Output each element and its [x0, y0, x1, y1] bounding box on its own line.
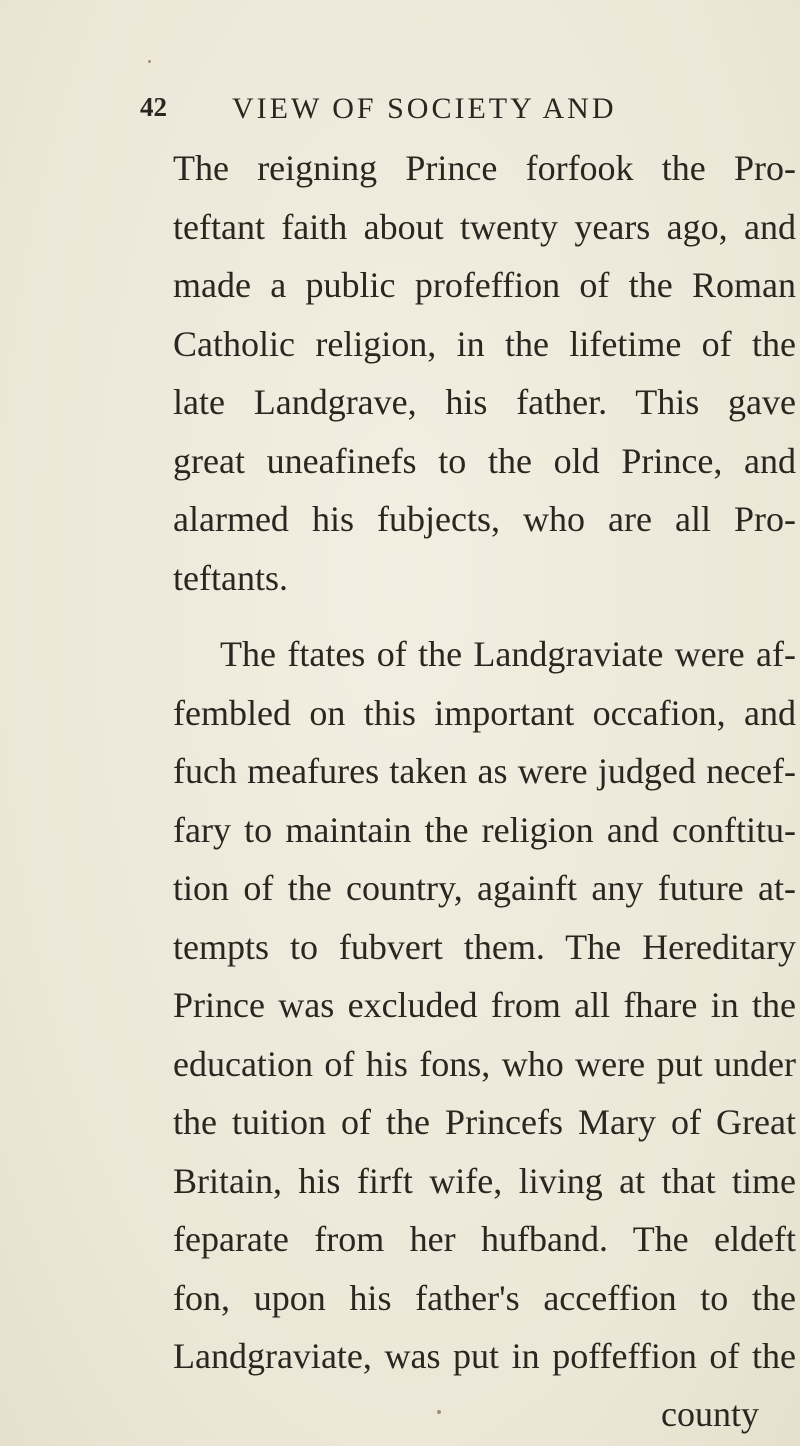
text-line: Britain, his firft wife, living at that time [173, 1161, 796, 1201]
text-line: education of his fons, who were put under [173, 1044, 796, 1084]
text-line: teftant faith about twenty years ago, and [173, 207, 796, 247]
text-line: The ftates of the Landgraviate were af- [220, 634, 796, 674]
text-line: fary to maintain the religion and conftitu- [173, 810, 796, 850]
text-line: fon, upon his father's acceffion to the [173, 1278, 796, 1318]
print-speck [437, 1410, 441, 1414]
text-line: great uneafinefs to the old Prince, and [173, 441, 796, 481]
text-line: made a public profeffion of the Roman [173, 265, 796, 305]
text-line: teftants. [173, 558, 288, 598]
catchword: county [661, 1394, 759, 1434]
text-line: feparate from her hufband. The eldeft [173, 1219, 796, 1259]
text-line: Landgraviate, was put in poffeffion of the [173, 1336, 796, 1376]
running-head: VIEW OF SOCIETY AND [232, 92, 617, 125]
text-line: tempts to fubvert them. The Hereditary [173, 927, 796, 967]
print-speck [148, 60, 151, 63]
text-line: The reigning Prince forfook the Pro- [173, 148, 796, 188]
text-line: alarmed his fubjects, who are all Pro- [173, 499, 796, 539]
text-line: Prince was excluded from all fhare in the [173, 985, 796, 1025]
text-line: Catholic religion, in the lifetime of the [173, 324, 796, 364]
page-number: 42 [140, 92, 167, 122]
text-line: fembled on this important occafion, and [173, 693, 796, 733]
text-line: tion of the country, againft any future at- [173, 868, 796, 908]
text-line: late Landgrave, his father. This gave [173, 382, 796, 422]
text-line: fuch meafures taken as were judged necef- [173, 751, 796, 791]
page-header [140, 92, 740, 132]
text-line: the tuition of the Princefs Mary of Great [173, 1102, 796, 1142]
